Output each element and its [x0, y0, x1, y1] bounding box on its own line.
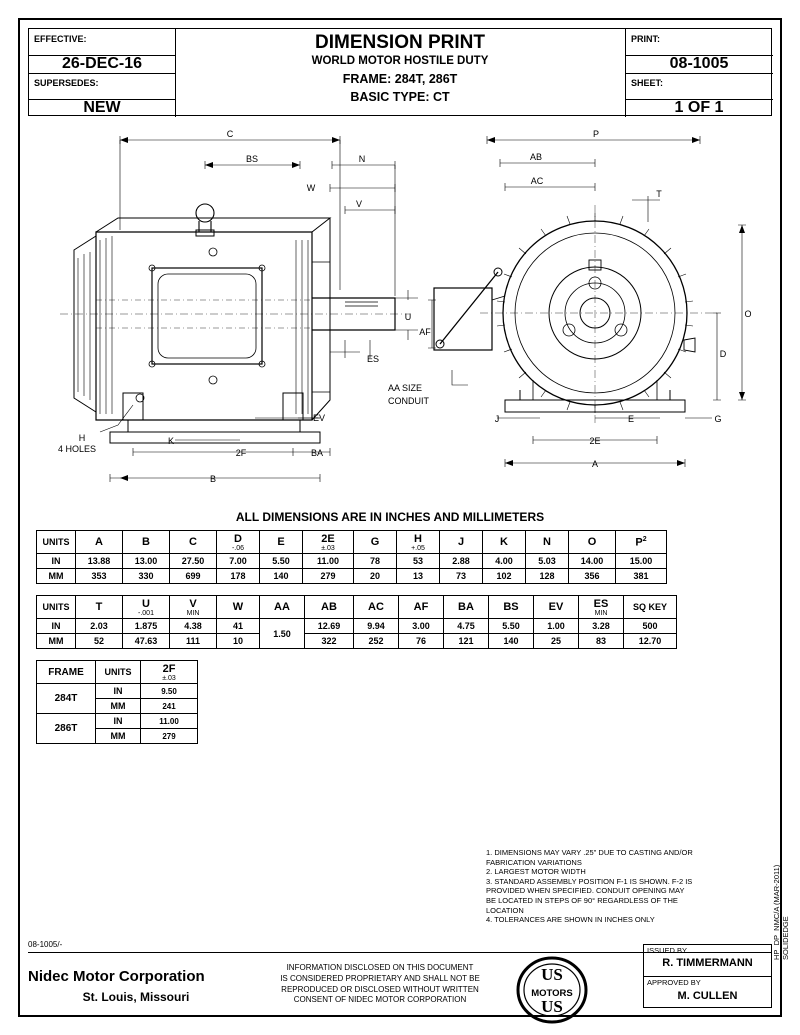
cell: 128: [526, 569, 569, 584]
cell: 4.38: [170, 619, 217, 634]
svg-text:US: US: [541, 997, 563, 1016]
row-units: IN: [96, 684, 141, 699]
th-ab: AB: [305, 596, 354, 619]
note-line: 1. DIMENSIONS MAY VARY .25" DUE TO CASTING AND/OR: [486, 848, 693, 857]
cell: 73: [440, 569, 483, 584]
frame-284t: 284T: [37, 684, 96, 714]
cell: 330: [123, 569, 170, 584]
th-aa: AA: [260, 596, 305, 619]
cell: 322: [305, 634, 354, 649]
disclaimer-line: INFORMATION DISCLOSED ON THIS DOCUMENT: [286, 963, 474, 972]
main-title: DIMENSION PRINT: [315, 32, 485, 53]
cell: 252: [354, 634, 399, 649]
cell: 52: [76, 634, 123, 649]
svg-text:US: US: [541, 965, 563, 984]
th-b: B: [123, 531, 170, 554]
cell-aa: 1.50: [260, 619, 305, 649]
cell: 11.00: [303, 554, 354, 569]
cell: 25: [534, 634, 579, 649]
side-revision-text: HP_DP_NMC/A (MAR-2011) SOLIDEDGE: [772, 864, 790, 960]
th-frame: FRAME: [37, 661, 96, 684]
th-w: W: [217, 596, 260, 619]
print-label: PRINT:: [631, 34, 660, 44]
th-ac: AC: [354, 596, 399, 619]
cell: 13.00: [123, 554, 170, 569]
table-row: [37, 634, 677, 649]
th-sqkey: SQ KEY: [624, 596, 677, 619]
dim-label-af: AF: [419, 327, 431, 337]
cell: 381: [616, 569, 667, 584]
row-units: MM: [96, 729, 141, 744]
cell: 2.88: [440, 554, 483, 569]
cell: 47.63: [123, 634, 170, 649]
sig-divider: [644, 976, 771, 977]
cell: 78: [354, 554, 397, 569]
note-line: PROVIDED WHEN SPECIFIED. CONDUIT OPENING MAY: [486, 886, 685, 896]
row-units: MM: [37, 569, 76, 584]
sheet-label: SHEET:: [631, 78, 664, 88]
cell: 4.75: [444, 619, 489, 634]
cell: 9.50: [141, 684, 198, 699]
note-line: BE LOCATED IN STEPS OF 90° REGARDLESS OF THE: [486, 895, 678, 905]
cell: 178: [217, 569, 260, 584]
dim-label-bs: BS: [245, 154, 259, 164]
note-line: LOCATION: [486, 905, 524, 915]
dim-label-j: J: [494, 414, 500, 424]
th-e: E: [260, 531, 303, 554]
th-2e: 2E ±.03: [303, 531, 354, 554]
note-line: 3. STANDARD ASSEMBLY POSITION F-1 IS SHOWN. F-2 IS: [486, 876, 693, 886]
dim-label-ba: BA: [310, 448, 324, 458]
cell: 1.00: [534, 619, 579, 634]
cell: 41: [217, 619, 260, 634]
dimension-table-1: [36, 530, 667, 584]
table-row: [37, 531, 667, 554]
notes-block: [486, 848, 756, 925]
th-units: UNITS: [37, 531, 76, 554]
dim-label-2e: 2E: [589, 436, 601, 446]
issued-by-label: ISSUED BY: [647, 946, 688, 955]
dim-label-k: K: [167, 436, 175, 446]
cell: 14.00: [569, 554, 616, 569]
note-line: 4. TOLERANCES ARE SHOWN IN INCHES ONLY: [486, 915, 655, 925]
cell: 12.70: [624, 634, 677, 649]
cell: 279: [303, 569, 354, 584]
th-ev: EV: [534, 596, 579, 619]
disclaimer-block: [255, 963, 505, 1006]
cell: 9.94: [354, 619, 399, 634]
row-units: MM: [37, 634, 76, 649]
cell: 5.50: [489, 619, 534, 634]
note-line: FABRICATION VARIATIONS: [486, 857, 582, 867]
th-2f: 2F ±.03: [141, 661, 198, 684]
cell: 5.03: [526, 554, 569, 569]
dim-label-es: ES: [366, 354, 380, 364]
effective-label: EFFECTIVE:: [34, 34, 87, 44]
disclaimer-line: REPRODUCED OR DISCLOSED WITHOUT WRITTEN: [281, 984, 479, 994]
company-city: St. Louis, Missouri: [82, 990, 190, 1004]
dim-label-a: A: [591, 459, 599, 469]
cell: 11.00: [141, 714, 198, 729]
row-units: MM: [96, 699, 141, 714]
th-c: C: [170, 531, 217, 554]
company-name: Nidec Motor Corporation: [28, 968, 205, 985]
cell: 83: [579, 634, 624, 649]
aa-size-label: AA SIZE: [388, 383, 423, 393]
dim-label-ab: AB: [529, 152, 543, 162]
issued-by-value: R. TIMMERMANN: [662, 957, 753, 969]
cell: 13: [397, 569, 440, 584]
th-k: K: [483, 531, 526, 554]
row-units: IN: [96, 714, 141, 729]
frame-286t: 286T: [37, 714, 96, 744]
cell: 7.00: [217, 554, 260, 569]
row-units: IN: [37, 554, 76, 569]
dim-label-2f: 2F: [235, 448, 247, 458]
cell: 5.50: [260, 554, 303, 569]
dim-label-t: T: [656, 189, 662, 199]
th-h: H +.05: [397, 531, 440, 554]
th-a: A: [76, 531, 123, 554]
dim-label-ac: AC: [530, 176, 544, 186]
table-row: [37, 619, 677, 634]
th-n: N: [526, 531, 569, 554]
print-value: 08-1005: [669, 55, 729, 72]
cell: 3.28: [579, 619, 624, 634]
disclaimer-line: CONSENT OF NIDEC MOTOR CORPORATION: [293, 995, 467, 1005]
th-g: G: [354, 531, 397, 554]
dim-label-b: B: [209, 474, 217, 484]
th-j: J: [440, 531, 483, 554]
table-row: [37, 569, 667, 584]
cell: 12.69: [305, 619, 354, 634]
cell: 121: [444, 634, 489, 649]
cell: 13.88: [76, 554, 123, 569]
th-units: UNITS: [37, 596, 76, 619]
th-v: V MIN: [170, 596, 217, 619]
dim-label-c: C: [226, 129, 234, 139]
disclaimer-line: IS CONSIDERED PROPRIETARY AND SHALL NOT BE: [280, 973, 480, 983]
subtitle-3: BASIC TYPE: CT: [350, 90, 450, 104]
th-o: O: [569, 531, 616, 554]
dimension-table-2: [36, 595, 677, 649]
th-p: $P^2$: [616, 531, 667, 554]
effective-value: 26-DEC-16: [61, 55, 143, 72]
dim-label-h: H: [78, 433, 86, 443]
cell: 356: [569, 569, 616, 584]
cell: 279: [141, 729, 198, 744]
th-units: UNITS: [96, 661, 141, 684]
dim-label-d: D: [719, 349, 727, 359]
table-row: [37, 596, 677, 619]
cell: 1.875: [123, 619, 170, 634]
sheet-value: 1 OF 1: [674, 99, 724, 116]
cell: 699: [170, 569, 217, 584]
cell: 241: [141, 699, 198, 714]
subtitle-1: WORLD MOTOR HOSTILE DUTY: [311, 55, 489, 67]
signature-block: [643, 944, 772, 1008]
cell: 53: [397, 554, 440, 569]
th-af: AF: [399, 596, 444, 619]
dim-label-u: U: [404, 312, 412, 322]
table-row: [37, 661, 198, 684]
dim-label-o: O: [744, 309, 752, 319]
cell: 140: [489, 634, 534, 649]
conduit-label: CONDUIT: [388, 396, 429, 406]
cell: 76: [399, 634, 444, 649]
th-u: U -.001: [123, 596, 170, 619]
cell: 111: [170, 634, 217, 649]
th-d: D -.06: [217, 531, 260, 554]
dim-label-e: E: [627, 414, 635, 424]
cell: 20: [354, 569, 397, 584]
cell: 2.03: [76, 619, 123, 634]
dim-label-g: G: [714, 414, 722, 424]
frame-2f-table: [36, 660, 198, 744]
subtitle-2: FRAME: 284T, 286T: [342, 72, 458, 86]
svg-text:MOTORS: MOTORS: [531, 988, 573, 999]
table-row: [37, 554, 667, 569]
th-t: T: [76, 596, 123, 619]
dim-label-ev: EV: [312, 413, 326, 423]
cell: 4.00: [483, 554, 526, 569]
cell: 140: [260, 569, 303, 584]
approved-by-value: M. CULLEN: [677, 990, 738, 1002]
cell: 15.00: [616, 554, 667, 569]
supersedes-value: NEW: [83, 99, 121, 116]
th-bs: BS: [489, 596, 534, 619]
cell: 10: [217, 634, 260, 649]
cell: 27.50: [170, 554, 217, 569]
four-holes-label: 4 HOLES: [58, 444, 97, 454]
row-units: IN: [37, 619, 76, 634]
th-es: ES MIN: [579, 596, 624, 619]
table-row: [37, 684, 198, 699]
supersedes-label: SUPERSEDES:: [34, 78, 99, 88]
dim-label-w: W: [306, 183, 316, 193]
units-note: ALL DIMENSIONS ARE IN INCHES AND MILLIMETERS: [235, 510, 545, 524]
cell: 500: [624, 619, 677, 634]
table-row: [37, 714, 198, 729]
dim-label-n: N: [358, 154, 366, 164]
doc-code: 08-1005/-: [28, 940, 63, 949]
th-ba: BA: [444, 596, 489, 619]
cell: 3.00: [399, 619, 444, 634]
note-line: 2. LARGEST MOTOR WIDTH: [486, 867, 586, 877]
approved-by-label: APPROVED BY: [647, 978, 701, 987]
dim-label-p: P: [592, 129, 600, 139]
us-motors-logo: [512, 954, 592, 1026]
dim-label-v: V: [355, 199, 363, 209]
cell: 102: [483, 569, 526, 584]
cell: 353: [76, 569, 123, 584]
